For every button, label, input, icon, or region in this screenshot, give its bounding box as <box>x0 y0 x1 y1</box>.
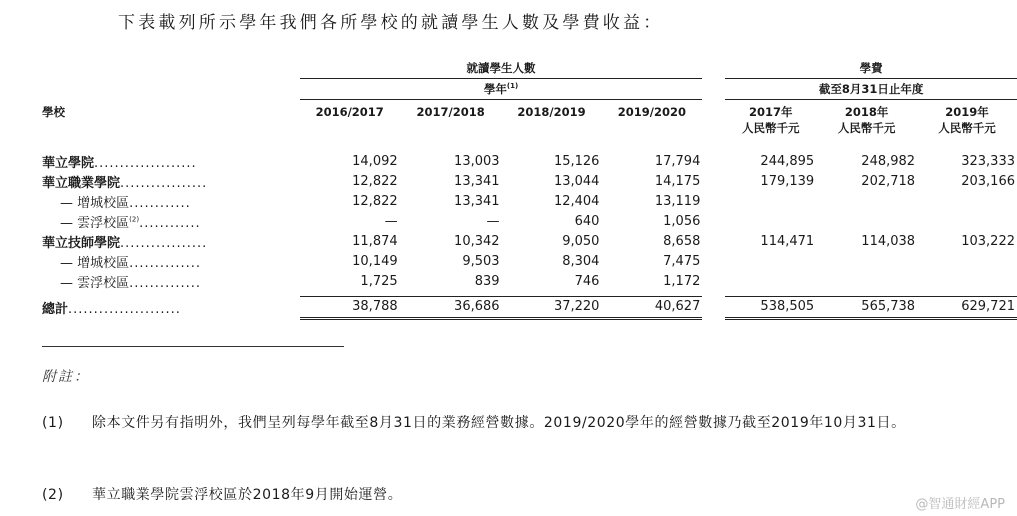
table-row <box>42 212 1017 232</box>
cell-value: 8,304 <box>562 254 600 269</box>
column-header-row <box>42 100 1017 146</box>
table-row <box>42 152 1017 172</box>
cell-value: 114,038 <box>861 234 916 249</box>
cell-value: 565,738 <box>816 296 917 318</box>
cell-value: 248,982 <box>861 154 916 169</box>
cell-value <box>816 272 917 292</box>
row-label: 華立技師學院................. <box>42 236 208 251</box>
cell-value: 14,175 <box>654 174 701 189</box>
footnote-1 <box>42 412 997 435</box>
cell-value: 12,404 <box>553 194 600 209</box>
table-row <box>42 272 1017 292</box>
cell-value: 839 <box>474 274 500 289</box>
cell-value: 1,056 <box>663 214 701 229</box>
cell-value: 244,895 <box>760 154 815 169</box>
fiscal-period-header: 截至8月31日止年度 <box>725 79 1017 100</box>
intro-sentence: 下表載列所示學年我們各所學校的就讀學生人數及學費收益： <box>118 13 664 33</box>
cell-value <box>725 192 816 212</box>
table-row <box>42 232 1017 252</box>
cell-value: 14,092 <box>352 154 398 169</box>
cell-value: 640 <box>574 214 600 229</box>
row-label: — 雲浮校區.............. <box>60 276 201 291</box>
fee-year-header: 2017年 人民幣千元 <box>741 105 800 135</box>
cell-value <box>725 212 816 232</box>
cell-value: 12,822 <box>352 174 398 189</box>
cell-value: 36,686 <box>400 296 502 318</box>
total-row <box>42 296 1017 318</box>
cell-value: 203,166 <box>961 174 1015 189</box>
cell-value: 12,822 <box>352 194 398 209</box>
cell-value: 1,725 <box>360 274 398 289</box>
cell-value: 114,471 <box>760 234 815 249</box>
cell-value: 746 <box>574 274 600 289</box>
cell-value: 9,503 <box>462 254 500 269</box>
cell-value: 11,874 <box>352 234 398 249</box>
table-row <box>42 172 1017 192</box>
year-header: 2016/2017 <box>315 105 384 119</box>
school-year-header: 學年$^{(1)}$ <box>300 79 703 100</box>
cell-value: 13,119 <box>654 194 701 209</box>
year-header: 2017/2018 <box>416 105 485 119</box>
year-header: 2019/2020 <box>617 105 687 119</box>
cell-value: 10,342 <box>454 234 500 249</box>
cell-value: 9,050 <box>562 234 600 249</box>
group-students-header: 就讀學生人數 <box>300 58 703 79</box>
year-header: 2018/2019 <box>517 105 586 119</box>
subgroup-header-row <box>42 79 1017 100</box>
cell-value: 10,149 <box>352 254 398 269</box>
cell-value: 17,794 <box>654 154 701 169</box>
table-row <box>42 192 1017 212</box>
group-fees-header: 學費 <box>725 58 1017 79</box>
footnote-text: 除本文件另有指明外，我們呈列每學年截至8月31日的業務經營數據。2019/2020學年的經營數據乃截至2019年10月31日。 <box>92 415 906 431</box>
cell-value: — <box>486 214 500 229</box>
group-header-row <box>42 58 1017 79</box>
cell-value: 40,627 <box>601 296 702 318</box>
row-label: — 增城校區.............. <box>60 256 201 271</box>
school-column-header: 學校 <box>42 104 65 119</box>
enrollment-fees-table <box>42 58 1017 320</box>
cell-value: 15,126 <box>553 154 600 169</box>
cell-value <box>917 252 1017 272</box>
footnote-2 <box>42 484 997 507</box>
notes-divider <box>42 346 344 347</box>
cell-value: 202,718 <box>861 174 916 189</box>
row-label: 華立職業學院................. <box>42 176 208 191</box>
fee-year-header: 2019年 人民幣千元 <box>938 105 996 135</box>
cell-value: — <box>384 214 398 229</box>
footnote-number: (2) <box>42 487 64 503</box>
cell-value: 38,788 <box>300 296 400 318</box>
cell-value <box>917 272 1017 292</box>
row-label: — 雲浮校區$^{(2)}$............ <box>60 215 201 231</box>
cell-value: 37,220 <box>502 296 602 318</box>
cell-value: 13,341 <box>454 174 500 189</box>
cell-value <box>725 272 816 292</box>
cell-value: 8,658 <box>663 234 701 249</box>
cell-value: 103,222 <box>961 234 1015 249</box>
row-label: 華立學院.................... <box>42 156 197 171</box>
cell-value: 13,341 <box>454 194 500 209</box>
cell-value: 13,044 <box>553 174 600 189</box>
watermark: @智通財經APP <box>915 497 1005 512</box>
cell-value <box>725 252 816 272</box>
cell-value: 323,333 <box>961 154 1015 169</box>
cell-value: 629,721 <box>917 296 1017 318</box>
notes-title: 附註： <box>42 369 90 385</box>
cell-value: 13,003 <box>454 154 500 169</box>
row-label: 總計...................... <box>42 301 181 317</box>
cell-value: 1,172 <box>663 274 701 289</box>
cell-value <box>816 192 917 212</box>
cell-value <box>816 252 917 272</box>
cell-value: 179,139 <box>760 174 815 189</box>
cell-value: 7,475 <box>663 254 701 269</box>
cell-value <box>816 212 917 232</box>
cell-value: 538,505 <box>725 296 816 318</box>
cell-value <box>917 212 1017 232</box>
row-label: — 增城校區............ <box>60 196 191 211</box>
fee-year-header: 2018年 人民幣千元 <box>837 105 896 135</box>
footnote-text: 華立職業學院雲浮校區於2018年9月開始運營。 <box>92 487 403 503</box>
cell-value <box>917 192 1017 212</box>
footnote-number: (1) <box>42 415 64 431</box>
table-row <box>42 252 1017 272</box>
